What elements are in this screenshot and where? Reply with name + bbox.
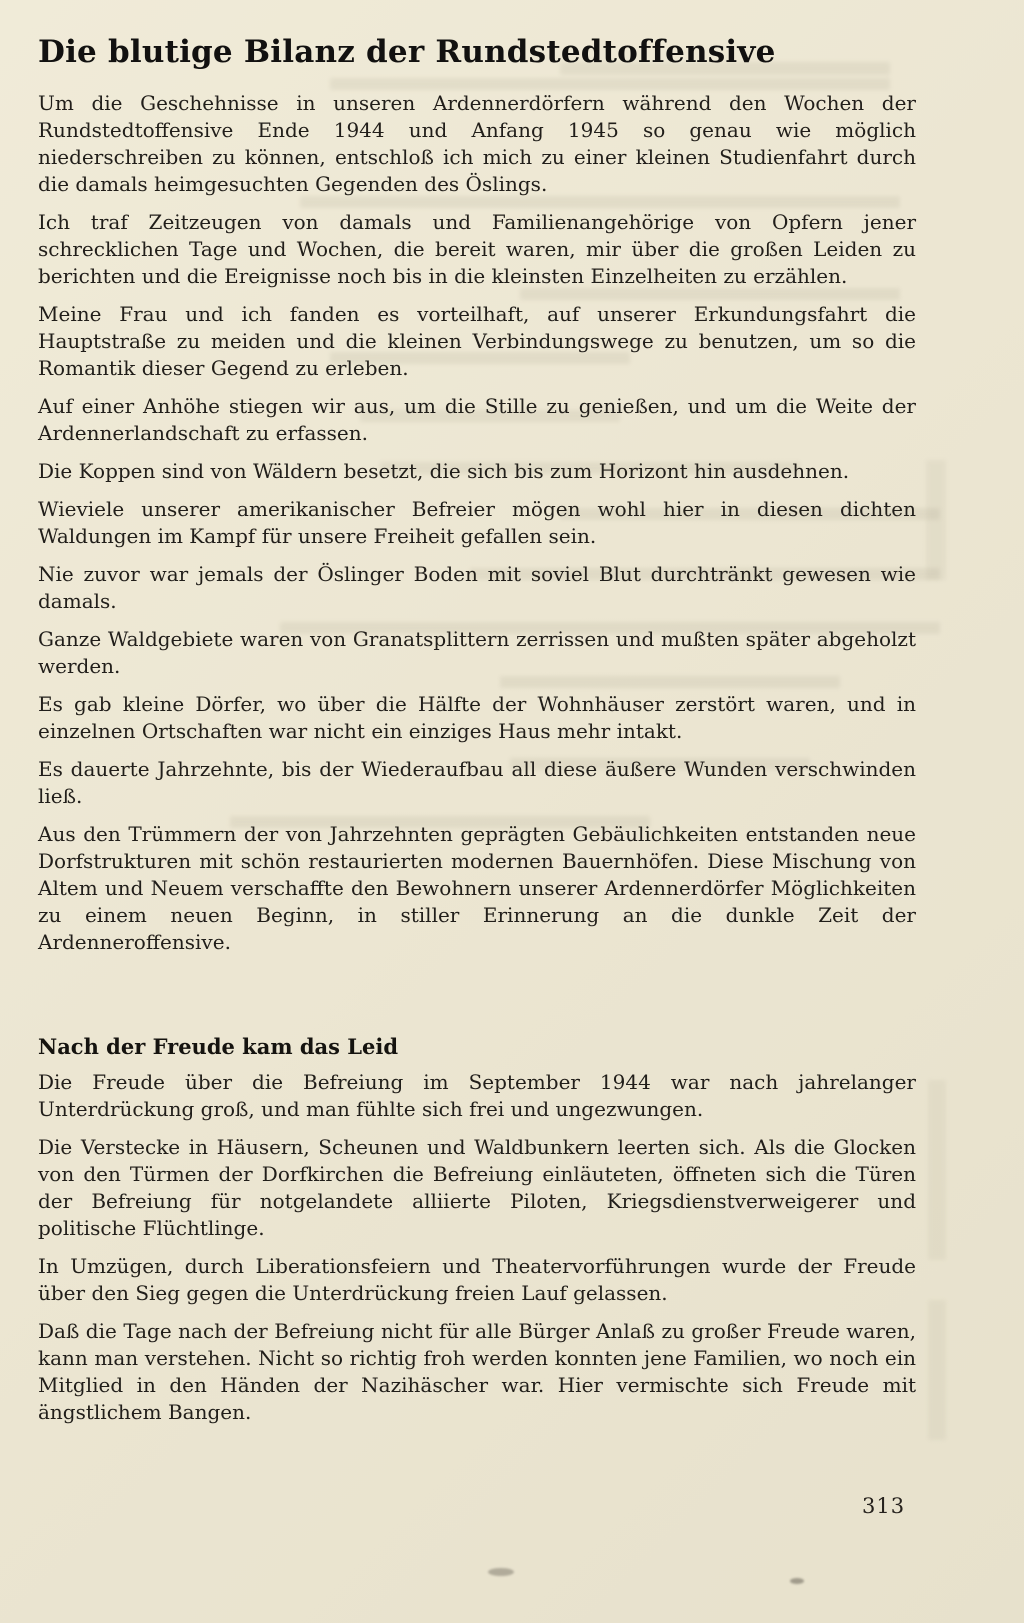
paragraph: Auf einer Anhöhe stiegen wir aus, um die Stille zu genießen, und um die Weite der Ardennerlandschaft zu erfassen.: [38, 394, 916, 445]
bleed-through-artifact: [926, 460, 946, 580]
section-heading: Nach der Freude kam das Leid: [38, 1034, 399, 1059]
bleed-through-artifact: [928, 1300, 946, 1440]
paragraph: Wieviele unserer amerikanischer Befreier mögen wohl hier in diesen dichten Waldungen im Kampf für unsere Freiheit gefallen sein.: [38, 497, 916, 548]
paragraph: Meine Frau und ich fanden es vorteilhaft, auf unserer Erkundungsfahrt die Hauptstraße zu meiden und die kleinen Verbindungswege zu benutzen, um so die Romantik dieser Gegend zu erleben.: [38, 302, 916, 380]
paragraph: Es gab kleine Dörfer, wo über die Hälfte der Wohnhäuser zerstört waren, und in einzelnen Ortschaften war nicht ein einziges Haus mehr intakt.: [38, 692, 916, 743]
paragraph: Ich traf Zeitzeugen von damals und Familienangehörige von Opfern jener schrecklichen Tage und Wochen, die bereit waren, mir über die großen Leiden zu berichten und die Ereignisse noch bis in die kleinsten Einzelheiten zu erzählen.: [38, 210, 916, 288]
paragraph: Nie zuvor war jemals der Öslinger Boden mit soviel Blut durchtränkt gewesen wie damals.: [38, 562, 916, 613]
paragraph: Die Verstecke in Häusern, Scheunen und Waldbunkern leerten sich. Als die Glocken von den Türmen der Dorfkirchen die Befreiung einläuteten, öffneten sich die Türen der Befreiung für notgelandete alliierte Piloten, Kriegsdienstverweigerer und politische Flüchtlinge.: [38, 1135, 916, 1240]
paragraph: Die Koppen sind von Wäldern besetzt, die sich bis zum Horizont hin ausdehnen.: [38, 459, 850, 483]
paragraph: Aus den Trümmern der von Jahrzehnten geprägten Gebäulichkeiten entstanden neue Dorfstrukturen mit schön restaurierten modernen Bauernhöfen. Diese Mischung von Altem und Neuem verschaffte den Bewohnern unserer Ardennerdörfer Möglichkeiten zu einem neuen Beginn, in stiller Erinnerung an die dunkle Zeit der Ardenneroffensive.: [38, 822, 916, 954]
section-main: [38, 90, 916, 956]
scan-smudge: [790, 1578, 804, 1584]
page-title: Die blutige Bilanz der Rundstedtoffensive: [38, 34, 776, 70]
section-nach-der-freude: [38, 1034, 916, 1426]
scan-smudge: [488, 1568, 514, 1576]
paragraph: Es dauerte Jahrzehnte, bis der Wiederaufbau all diese äußere Wunden verschwinden ließ.: [38, 757, 916, 808]
page-number: 313: [862, 1494, 906, 1518]
paragraph: Die Freude über die Befreiung im September 1944 war nach jahrelanger Unterdrückung groß, und man fühlte sich frei und ungezwungen.: [38, 1070, 916, 1121]
page-content: [38, 34, 916, 1437]
paragraph: Um die Geschehnisse in unseren Ardennerdörfern während den Wochen der Rundstedtoffensive Ende 1944 und Anfang 1945 so genau wie möglich niederschreiben zu können, entschloß ich mich zu einer kleinen Studienfahrt durch die damals heimgesuchten Gegenden des Öslings.: [38, 91, 916, 196]
paragraph: In Umzügen, durch Liberationsfeiern und Theatervorführungen wurde der Freude über den Sieg gegen die Unterdrückung freien Lauf gelassen.: [38, 1254, 916, 1305]
bleed-through-artifact: [928, 1080, 946, 1260]
paragraph: Ganze Waldgebiete waren von Granatsplittern zerrissen und mußten später abgeholzt werden.: [38, 627, 916, 678]
paragraph: Daß die Tage nach der Befreiung nicht für alle Bürger Anlaß zu großer Freude waren, kann man verstehen. Nicht so richtig froh werden konnten jene Familien, wo noch ein Mitglied in den Händen der Nazihäscher war. Hier vermischte sich Freude mit ängstlichem Bangen.: [38, 1319, 916, 1424]
